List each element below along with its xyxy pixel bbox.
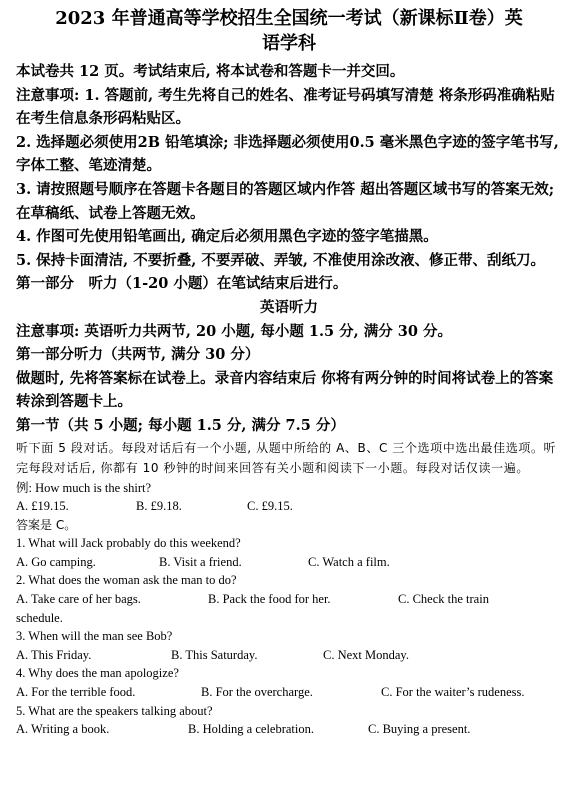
section1-instruction: 听下面 5 段对话。每段对话后有一个小题, 从题中所给的 A、B、C 三个选项中选出最佳选项。听完每段对话后, 你都有 10 秒钟的时间来回答有关小题和阅读下一小题。每段对话仅读一遍。 [16, 440, 557, 475]
notice-3: 3. 请按照题号顺序在答题卡各题目的答题区域内作答 超出答题区域书写的答案无效; 在草稿纸、试卷上答题无效。 [16, 180, 555, 222]
notice-4: 4. 作图可先使用铅笔画出, 确定后必须用黑色字迹的签字笔描黑。 [16, 228, 438, 246]
question-2-options [16, 590, 562, 609]
question-4: 4. Why does the man apologize? [16, 666, 179, 681]
q1-option-c: C. Watch a film. [308, 554, 390, 569]
example-answer: 答案是 C。 [16, 517, 77, 532]
question-1: 1. What will Jack probably do this weekend? [16, 536, 241, 551]
section1-header: 第一节（共 5 小题; 每小题 1.5 分, 满分 7.5 分） [16, 416, 345, 434]
question-2-continuation: schedule. [16, 610, 63, 625]
exam-page [16, 6, 562, 739]
q5-option-a: A. Writing a book. [16, 722, 110, 737]
q5-option-c: C. Buying a present. [368, 722, 471, 737]
question-3: 3. When will the man see Bob? [16, 629, 173, 644]
notice-1: 注意事项: 1. 答题前, 考生先将自己的姓名、准考证号码填写清楚 将条形码准确粘贴在考生信息条形码粘贴区。 [16, 86, 555, 128]
q1-option-a: A. Go camping. [16, 554, 96, 569]
notice-5: 5. 保持卡面清洁, 不要折叠, 不要弄破、弄皱, 不准使用涂改液、修正带、刮纸刀。 [16, 251, 545, 269]
part1-header: 第一部分 听力（1-20 小题）在笔试结束后进行。 [16, 275, 348, 293]
q2-option-c: C. Check the train [398, 592, 489, 607]
q3-option-a: A. This Friday. [16, 647, 92, 662]
example-option-c: C. £9.15. [247, 499, 293, 514]
question-1-options [16, 553, 562, 572]
question-2: 2. What does the woman ask the man to do? [16, 573, 237, 588]
q5-option-b: B. Holding a celebration. [188, 722, 315, 737]
example-options [16, 497, 562, 516]
q2-option-b: B. Pack the food for her. [208, 592, 331, 607]
q2-option-a: A. Take care of her bags. [16, 592, 141, 607]
exam-title-line2: 语学科 [262, 33, 316, 54]
q4-option-a: A. For the terrible food. [16, 685, 136, 700]
listening-title: 英语听力 [260, 298, 318, 316]
example-option-b: B. £9.18. [136, 499, 182, 514]
question-4-options [16, 683, 562, 702]
question-5-options [16, 720, 562, 739]
answer-instruction: 做题时, 先将答案标在试卷上。录音内容结束后 你将有两分钟的时间将试卷上的答案转涂到答题卡上。 [16, 369, 554, 411]
example-question: 例: How much is the shirt? [16, 480, 152, 495]
notice-2: 2. 选择题必须使用2B 铅笔填涂; 非选择题必须使用0.5 毫米黑色字迹的签字笔书写, 字体工整、笔迹清楚。 [16, 133, 559, 175]
question-5: 5. What are the speakers talking about? [16, 703, 213, 718]
q4-option-c: C. For the waiter’s rudeness. [381, 685, 525, 700]
question-3-options [16, 646, 562, 665]
q3-option-c: C. Next Monday. [323, 647, 409, 662]
listening-notice: 注意事项: 英语听力共两节, 20 小题, 每小题 1.5 分, 满分 30 分。 [16, 322, 453, 340]
q4-option-b: B. For the overcharge. [201, 685, 313, 700]
part1-listening-header: 第一部分听力（共两节, 满分 30 分） [16, 346, 260, 364]
example-option-a: A. £19.15. [16, 499, 69, 514]
intro-text: 本试卷共 12 页。考试结束后, 将本试卷和答题卡一并交回。 [16, 63, 405, 80]
exam-title-line1: 2023 年普通高等学校招生全国统一考试（新课标Ⅱ卷）英 [55, 8, 523, 29]
q1-option-b: B. Visit a friend. [159, 554, 242, 569]
q3-option-b: B. This Saturday. [171, 647, 258, 662]
